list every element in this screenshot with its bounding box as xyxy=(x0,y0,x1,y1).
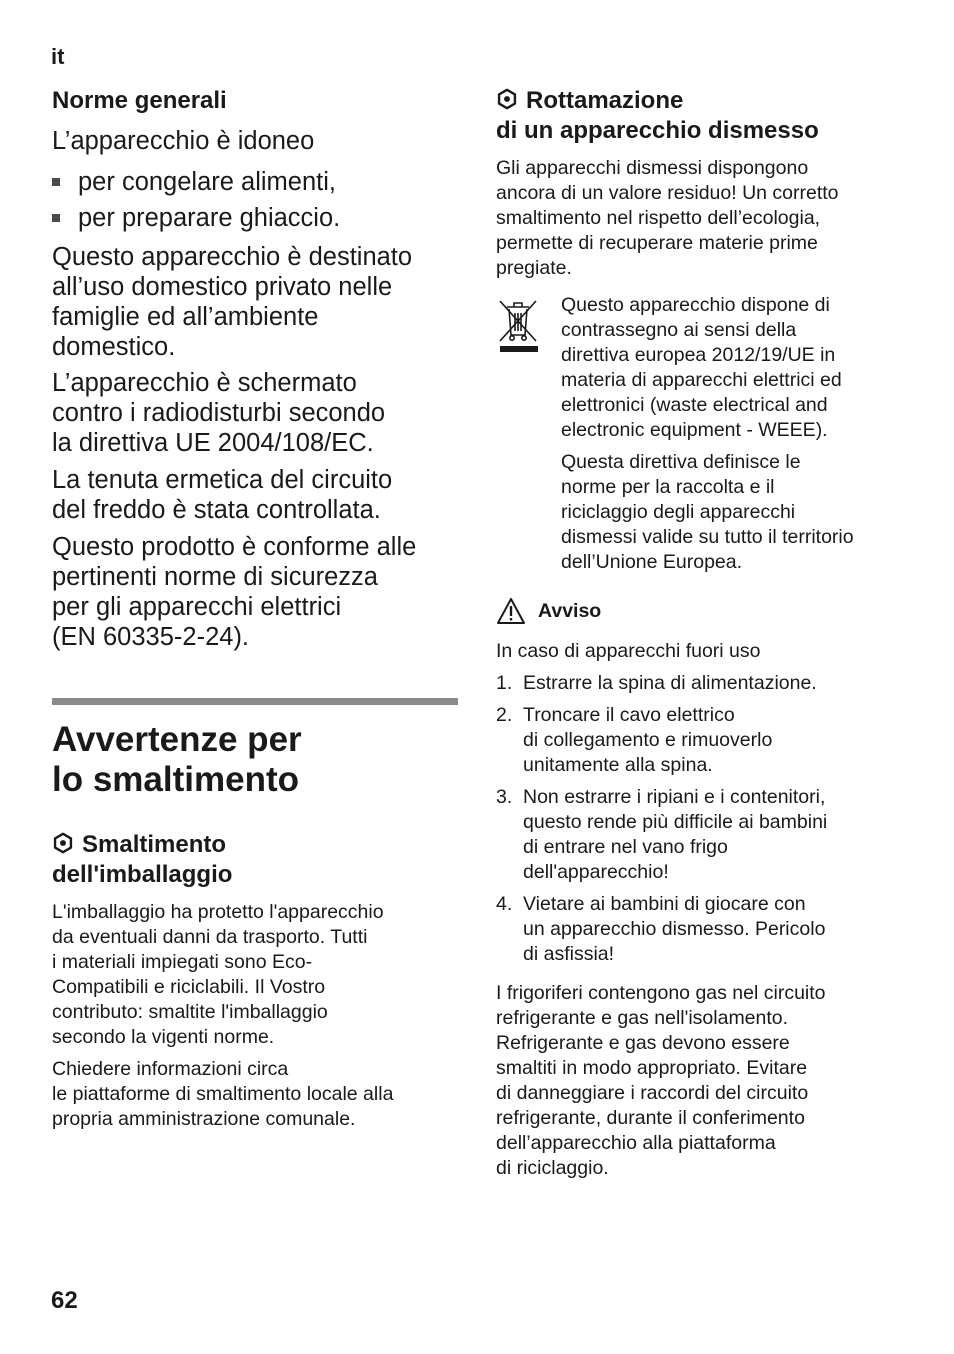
norme-paragraph-2: L’apparecchio è schermato contro i radiodisturbi secondo la direttiva UE 2004/108/EC. xyxy=(52,369,386,457)
imballaggio-title: Smaltimento dell'imballaggio xyxy=(52,831,233,888)
norme-paragraph-1: Questo apparecchio è destinato all’uso domestico privato nelle famiglie ed all’ambiente domestico. xyxy=(52,243,413,361)
weee-text xyxy=(561,293,906,575)
norme-paragraph-4: Questo prodotto è conforme alle pertinenti norme di sicurezza per gli apparecchi elettrici (EN 60335-2-24). xyxy=(52,533,417,651)
list-item: 2. Troncare il cavo elettrico di collegamento e rimuoverlo unitamente alla spina. xyxy=(496,704,773,776)
list-item: 1. Estrarre la spina di alimentazione. xyxy=(496,672,817,694)
bullet-square-icon xyxy=(52,178,60,186)
warning-header xyxy=(496,597,906,625)
warning-label: Avviso xyxy=(538,599,602,622)
left-column xyxy=(52,86,462,1132)
page-number: 62 xyxy=(51,1287,78,1314)
closing-paragraph: I frigoriferi contengono gas nel circuito refrigerante e gas nell'isolamento. Refrigerante e gas devono essere smaltiti in modo appropriato. Evitare di danneggiare i raccordi del circuito refrigerante, durante il conferimento dell’apparecchio alla piattaforma di riciclaggio. xyxy=(496,982,826,1179)
section-divider xyxy=(52,698,458,705)
list-item: per congelare alimenti, xyxy=(52,164,462,200)
imballaggio-paragraph-2: Chiedere informazioni circa le piattaforme di smaltimento locale alla propria amministrazione comunale. xyxy=(52,1058,394,1130)
warning-triangle-icon xyxy=(496,597,526,625)
list-item: 4. Vietare ai bambini di giocare con un apparecchio dismesso. Pericolo di asfissia! xyxy=(496,893,826,965)
weee-paragraph-2: Questa direttiva definisce le norme per la raccolta e il riciclaggio degli apparecchi dismessi valide su tutto il territorio dell’Unione Europea. xyxy=(561,451,854,573)
norme-bullet-list xyxy=(52,164,462,236)
right-column xyxy=(496,86,906,1181)
weee-block xyxy=(496,293,906,575)
recycle-icon xyxy=(496,88,518,110)
norme-title: Norme generali xyxy=(52,87,227,114)
list-item: 3. Non estrarre i ripiani e i contenitori, questo rende più difficile ai bambini di entrare nel vano frigo dell'apparecchio! xyxy=(496,786,828,883)
language-code: it xyxy=(51,44,65,69)
bullet-square-icon xyxy=(52,214,60,222)
disposal-steps xyxy=(496,671,906,967)
list-item: per preparare ghiaccio. xyxy=(52,200,462,236)
norme-paragraph-3: La tenuta ermetica del circuito del freddo è stata controllata. xyxy=(52,466,393,524)
weee-paragraph-1: Questo apparecchio dispone di contrassegno ai sensi della direttiva europea 2012/19/UE in materia di apparecchi elettrici ed elettronici (waste electrical and electronic equipment - WEEE). xyxy=(561,294,842,441)
norme-intro: L’apparecchio è idoneo xyxy=(52,127,315,155)
warning-intro: In caso di apparecchi fuori uso xyxy=(496,640,761,662)
imballaggio-paragraph-1: L'imballaggio ha protetto l'apparecchio da eventuali danni da trasporto. Tutti i materiali impiegati sono Eco- Compatibili e riciclabili. Il Vostro contributo: smaltite l'imballaggio secondo la vigenti norme. xyxy=(52,901,384,1048)
crossed-bin-icon xyxy=(496,295,540,355)
smaltimento-heading: Avvertenze per lo smaltimento xyxy=(52,720,302,799)
rottamazione-paragraph: Gli apparecchi dismessi dispongono ancora di un valore residuo! Un corretto smaltimento nel rispetto dell’ecologia, permette di recuperare materie prime pregiate. xyxy=(496,157,839,279)
rottamazione-title: Rottamazione di un apparecchio dismesso xyxy=(496,87,819,144)
recycle-icon xyxy=(52,832,74,854)
